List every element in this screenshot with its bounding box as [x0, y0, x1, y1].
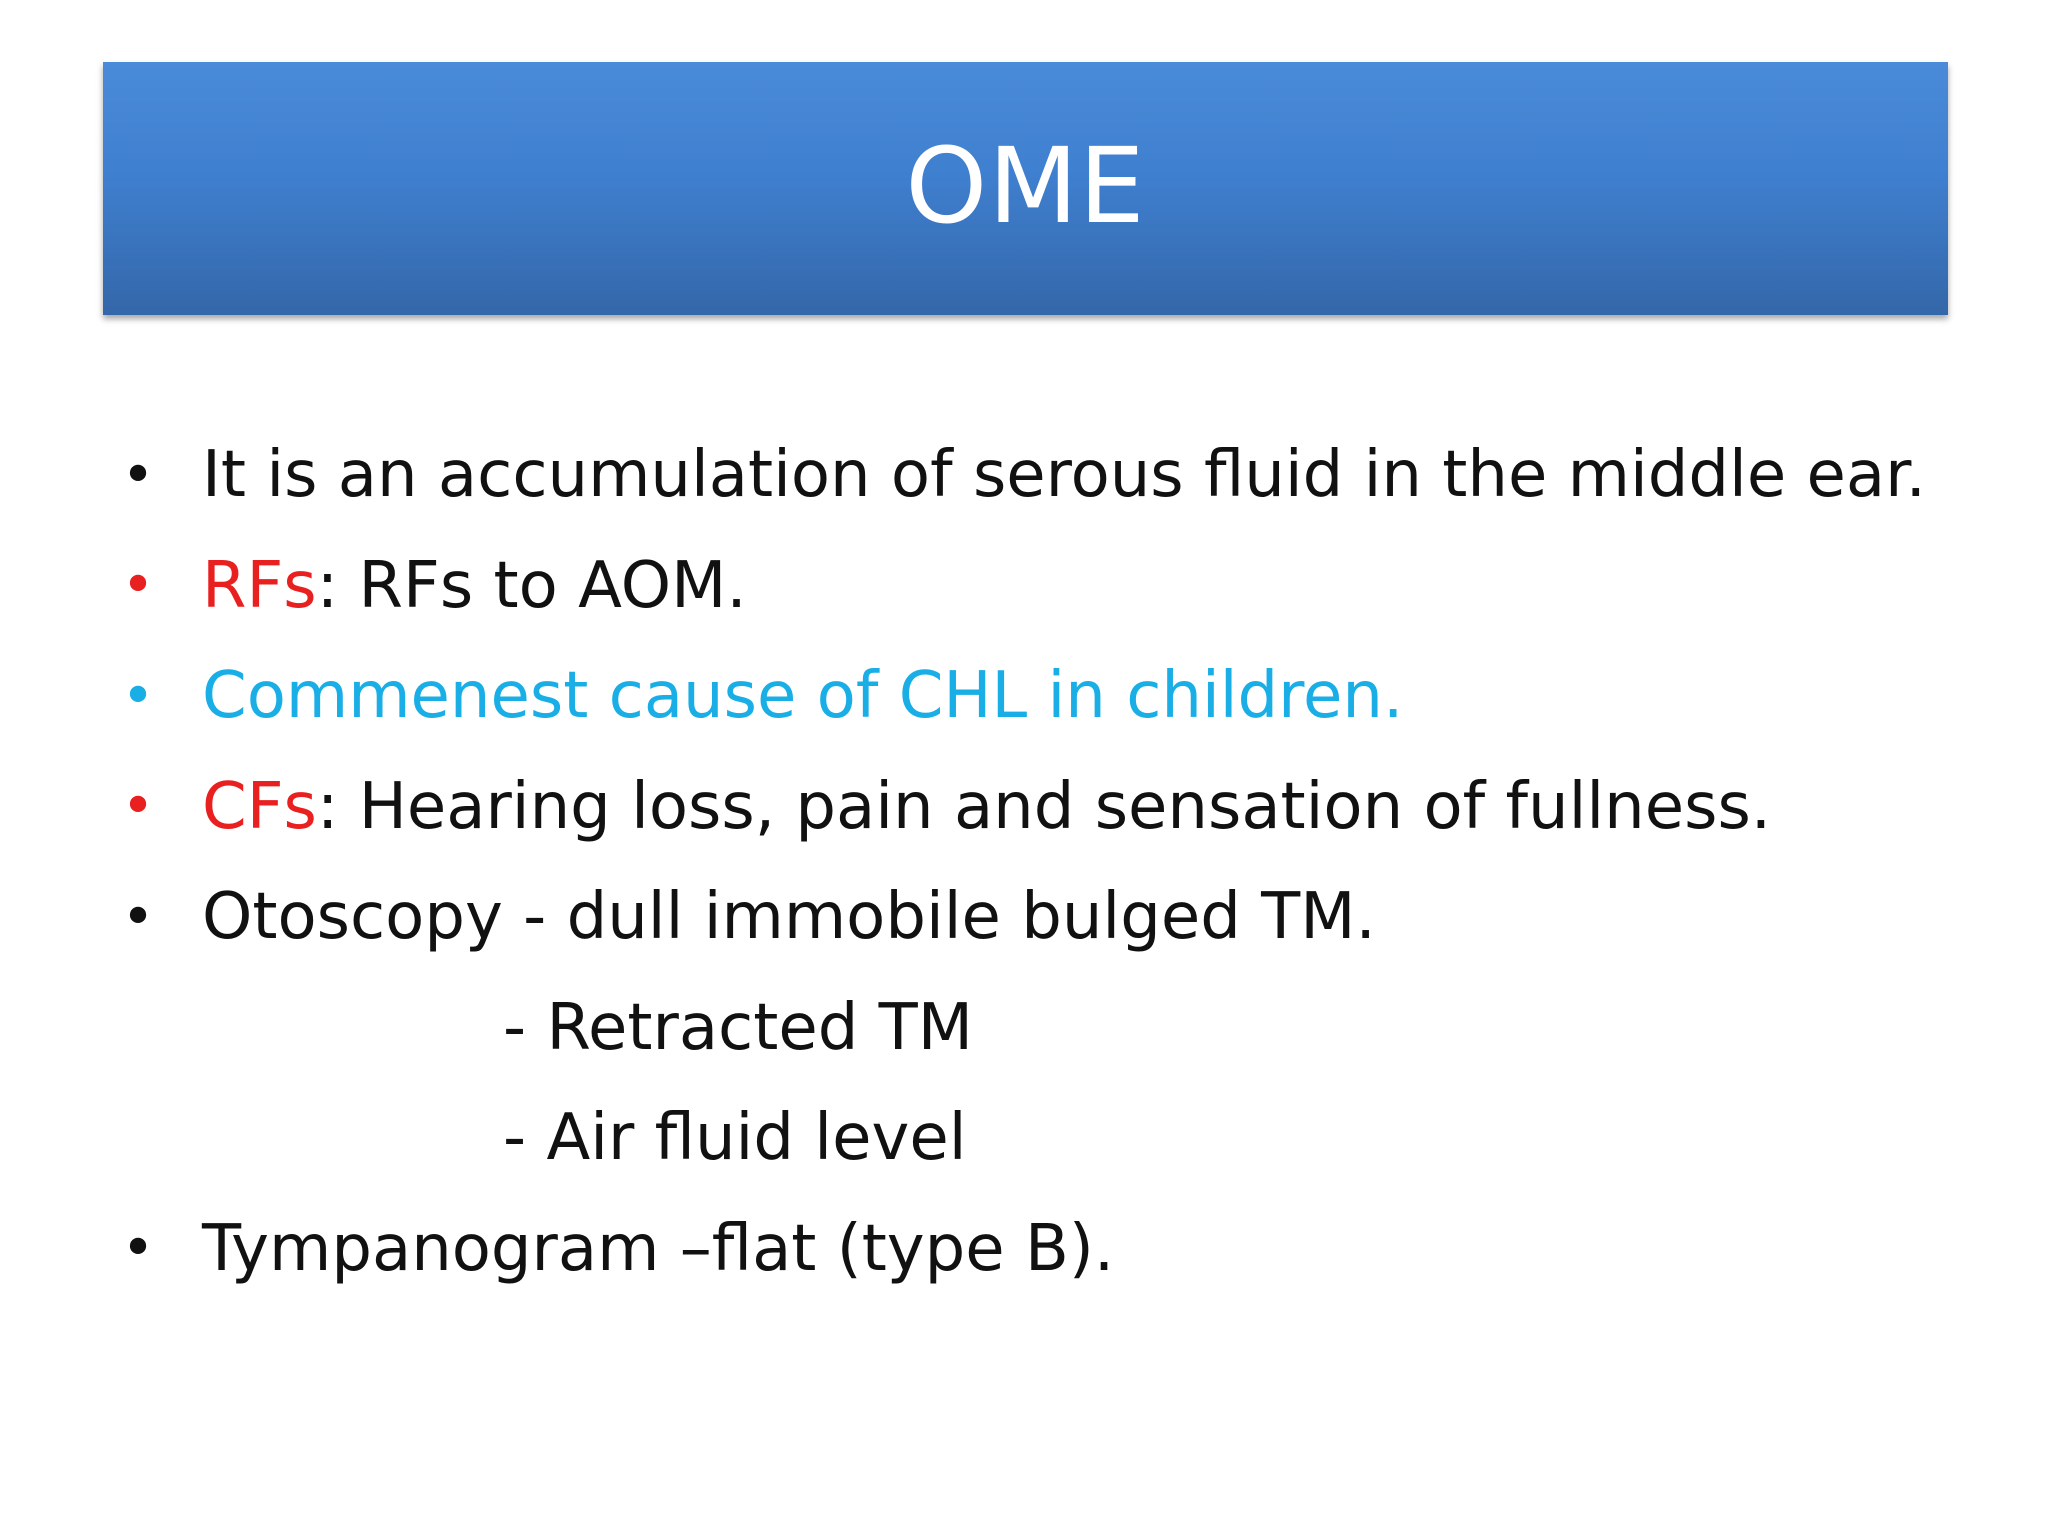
bullet-icon: • [121, 884, 155, 950]
item-text: Otoscopy - dull immobile bulged TM. [202, 880, 1376, 955]
item-text: Commenest cause of CHL in children. [202, 659, 1404, 734]
item-text: It is an accumulation of serous fluid in the middle ear. [202, 438, 1926, 513]
item-rest: : RFs to AOM. [316, 548, 747, 623]
bullet-icon: • [121, 663, 155, 729]
list-item [118, 420, 1978, 531]
list-item [118, 752, 1978, 863]
bullet-icon: • [121, 774, 155, 840]
item-text [202, 549, 747, 623]
title-banner [103, 62, 1948, 315]
list-item [118, 531, 1978, 642]
bullet-icon: • [121, 442, 155, 508]
item-text: Tympanogram –flat (type B). [202, 1211, 1115, 1286]
subitem-text: - Retracted TM [503, 990, 973, 1065]
list-item [118, 641, 1978, 752]
item-text [202, 770, 1771, 844]
slide-title: OME [905, 124, 1146, 247]
list-item [118, 1194, 1978, 1305]
bullet-icon: • [121, 1216, 155, 1282]
item-label-rfs: RFs [202, 548, 317, 623]
bullet-icon: • [121, 553, 155, 619]
item-rest: : Hearing loss, pain and sensation of fullness. [316, 769, 1772, 844]
list-subitem [118, 1083, 1978, 1194]
subitem-text: - Air fluid level [503, 1101, 967, 1176]
item-label-cfs: CFs [202, 769, 317, 844]
list-subitem [118, 973, 1978, 1084]
bullet-list [118, 420, 1978, 1304]
list-item [118, 862, 1978, 973]
